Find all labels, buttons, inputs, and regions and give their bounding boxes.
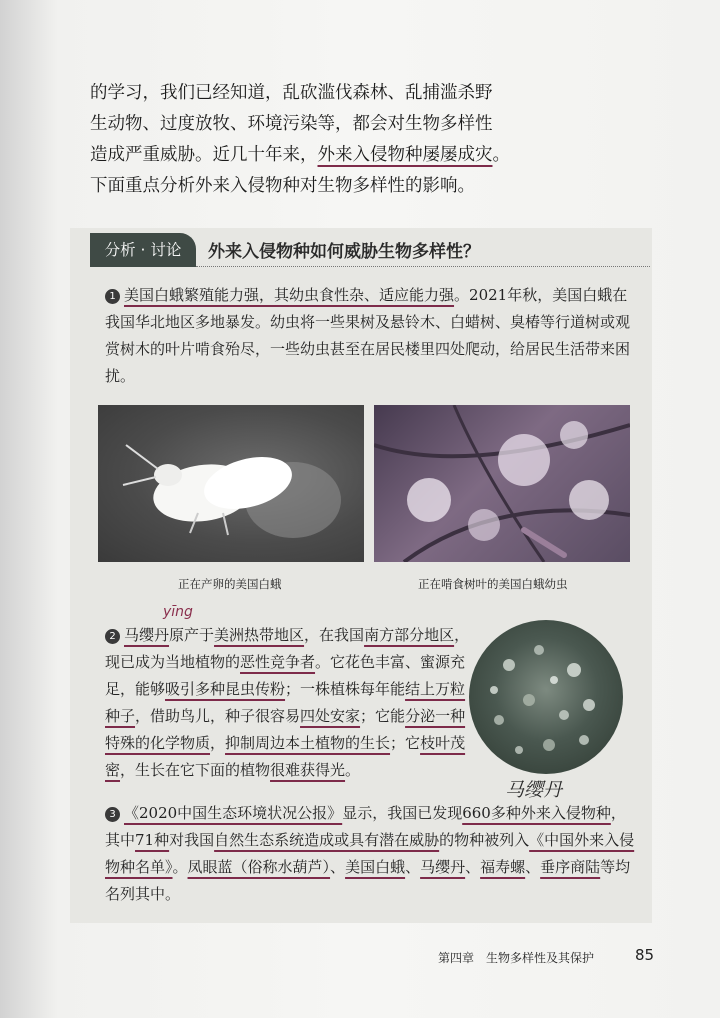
section-title: 外来入侵物种如何威胁生物多样性？ <box>208 242 480 262</box>
photo-caption: 正在啃食树叶的美国白蛾幼虫 <box>418 577 568 591</box>
page-number: 85 <box>635 946 655 964</box>
highlight: 幼虫食性杂、适应能力强 <box>289 286 455 304</box>
highlight: 美洲热带地区 <box>214 626 305 644</box>
highlight: 马缨丹 <box>420 858 466 876</box>
item-2-paragraph: 2 马缨丹原产于美洲热带地区，在我国南方部分地区，现已成为当地植物的恶性竞争者。它花色丰富、蜜源充足，能够吸引多种昆虫传粉；一株植株每年能结上万粒种子，借助鸟儿，种子很容易四处安家；它能分泌一种特殊的化学物质，抑制周边本土植物的生长；它枝叶茂密，生长在它下面的植物很难获得光。 <box>105 626 470 779</box>
highlight: 美国白蛾 <box>345 858 406 876</box>
highlight: 美国白蛾繁殖能力强，其 <box>124 286 290 304</box>
highlight: 《2020中国生态环境状况公报》 <box>124 804 343 822</box>
number-badge: 2 <box>105 629 120 644</box>
divider <box>196 266 650 267</box>
handwritten-pinyin: yīng <box>163 604 193 620</box>
highlight: 马缨丹 <box>124 626 170 644</box>
intro-line: 下面重点分析外来入侵物种对生物多样性的影响。 <box>90 176 475 196</box>
highlight: 枝叶茂密 <box>105 734 466 779</box>
highlight: 《中国外来入侵物种名单》 <box>105 831 635 876</box>
intro-line: 造成严重威胁。近几十年来，外来入侵物种屡屡成灾。 <box>90 145 510 165</box>
highlight: 垂序商陆 <box>540 858 601 876</box>
intro-line: 的学习，我们已经知道，乱砍滥伐森林、乱捕滥杀野 <box>90 83 493 103</box>
section-header <box>90 233 650 267</box>
highlight: 71种 <box>135 831 170 849</box>
larvae-photo <box>374 405 630 562</box>
highlight: 外来入侵物种屡屡成灾 <box>317 145 493 165</box>
highlight: 凤眼蓝（俗称水葫芦） <box>187 858 331 876</box>
section-tag: 分析 · 讨论 <box>90 233 196 267</box>
highlight: 四处安家 <box>300 707 361 725</box>
highlight: 抑制周边本土植物的生长 <box>225 734 391 752</box>
chapter-footer: 第四章 生物多样性及其保护 <box>438 951 595 965</box>
intro-paragraph <box>90 78 610 202</box>
lantana-photo <box>469 620 623 774</box>
highlight: 南方部分地区 <box>364 626 455 644</box>
moth-photo <box>98 405 364 562</box>
intro-line: 生动物、过度放牧、环境污染等，都会对生物多样性 <box>90 114 493 134</box>
item-1-paragraph: 1 美国白蛾繁殖能力强，其幼虫食性杂、适应能力强。2021年秋，美国白蛾在我国华北地区多地暴发。幼虫将一些果树及悬铃木、白蜡树、臭椿等行道树或观赏树木的叶片啃食殆尽，一些幼虫甚至在居民楼里四处爬动，给居民生活带来困扰。 <box>105 286 631 385</box>
highlight: 分泌一种特殊的化学物质 <box>105 707 466 752</box>
highlight: 恶性竞争者 <box>240 653 316 671</box>
highlight: 福寿螺 <box>480 858 526 876</box>
number-badge: 3 <box>105 807 120 822</box>
highlight: 吸引多种昆虫传粉 <box>165 680 286 698</box>
photo-caption: 正在产卵的美国白蛾 <box>178 577 282 591</box>
highlight: 结上万粒种子 <box>105 680 466 725</box>
handwritten-label: 马缨丹 <box>505 779 563 801</box>
number-badge: 1 <box>105 289 120 304</box>
item-3-paragraph: 3 《2020中国生态环境状况公报》显示，我国已发现660多种外来入侵物种，其中71种对我国自然生态系统造成或具有潜在威胁的物种被列入《中国外来入侵物种名单》。凤眼蓝（俗称水葫芦）、美国白蛾、马缨丹、福寿螺、垂序商陆等均名列其中。 <box>105 804 635 903</box>
highlight: 660多种外来入侵物种 <box>462 804 611 822</box>
highlight: 很难获得光 <box>270 761 346 779</box>
highlight: 自然生态系统造成或具有潜在威胁 <box>214 831 440 849</box>
